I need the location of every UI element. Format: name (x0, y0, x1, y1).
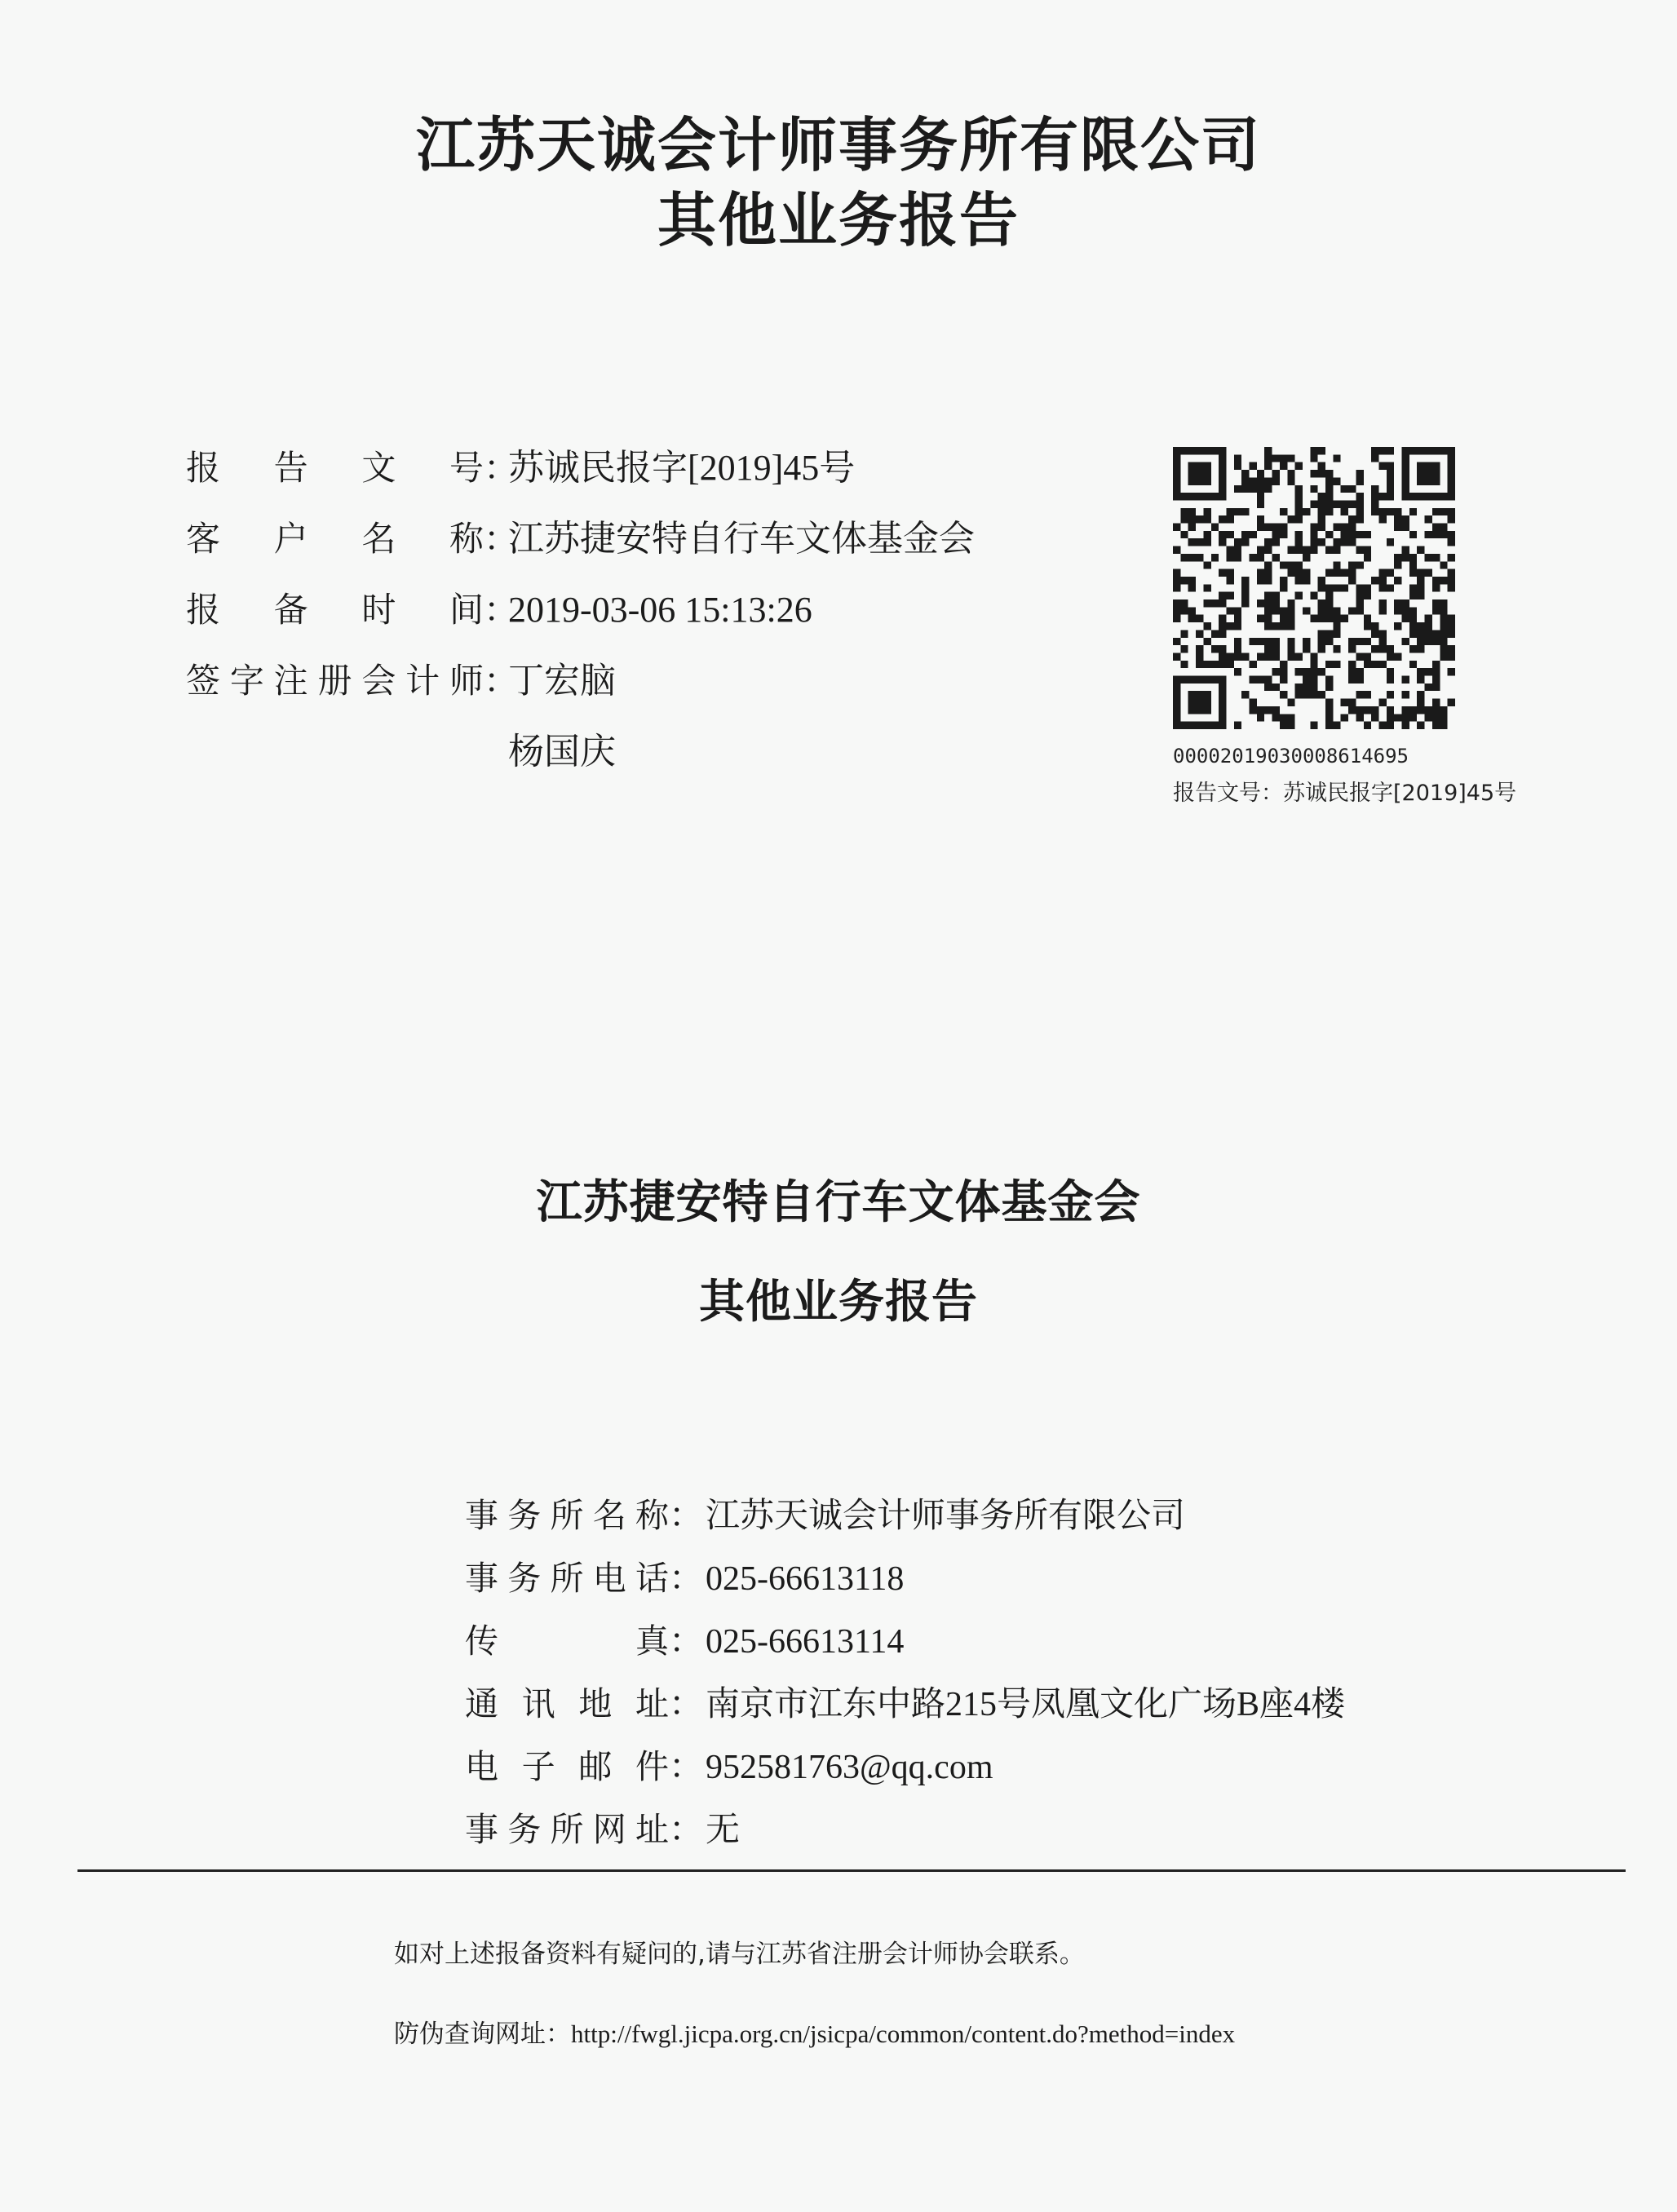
firm-phone-label: 事务所电话 (465, 1559, 669, 1598)
body-report-title: 其他业务报告 (699, 1276, 978, 1329)
report-info-block (186, 432, 975, 787)
firm-phone-value: 025-66613118 (706, 1560, 905, 1598)
colon: ： (669, 1495, 704, 1535)
firm-website-label: 事务所网址 (465, 1810, 669, 1849)
firm-fax-row (465, 1610, 1345, 1673)
client-title: 江苏捷安特自行车文体基金会 (536, 1176, 1141, 1229)
firm-info-block (465, 1484, 1345, 1861)
firm-email-label: 电子邮件 (465, 1747, 669, 1786)
cpa-1-name: 丁宏脑 (508, 661, 616, 701)
firm-email-value: 952581763@qq.com (706, 1749, 993, 1786)
doc-no-value: 苏诚民报字[2019]45号 (508, 448, 856, 488)
firm-address-value: 南京市江东中路215号凤凰文化广场B座4楼 (706, 1686, 1346, 1723)
firm-name-row (465, 1484, 1345, 1547)
doc-no-label: 报告文号 (186, 448, 484, 488)
colon: ： (669, 1621, 704, 1661)
cpa-label: 签字注册会计师 (186, 661, 484, 701)
firm-fax-value: 025-66613114 (706, 1623, 905, 1661)
filing-time-row (186, 574, 975, 645)
firm-website-row (465, 1798, 1345, 1861)
colon: ： (484, 590, 519, 630)
firm-phone-row (465, 1547, 1345, 1610)
verify-line (394, 2013, 1235, 2050)
doc-no-row (186, 432, 975, 503)
firm-email-row (465, 1736, 1345, 1798)
footer-divider (77, 1869, 1626, 1872)
firm-title: 江苏天诚会计师事务所有限公司 (415, 111, 1261, 179)
report-type-title: 其他业务报告 (657, 186, 1020, 254)
firm-address-label: 通讯地址 (465, 1684, 669, 1723)
qr-doc-ref: 报告文号：苏诚民报字[2019]45号 (1173, 781, 1517, 806)
verify-label: 防伪查询网址： (394, 2020, 571, 2049)
qr-code-number: 0000201903000861469​5 (1173, 745, 1409, 768)
cpa-2-name: 杨国庆 (508, 732, 616, 772)
colon: ： (669, 1683, 704, 1723)
firm-website-value: 无 (706, 1812, 741, 1849)
colon: ： (484, 661, 519, 701)
filing-time-label: 报备时间 (186, 590, 484, 630)
firm-name-label: 事务所名称 (465, 1496, 669, 1535)
client-value: 江苏捷安特自行车文体基金会 (508, 519, 975, 559)
colon: ： (669, 1809, 704, 1849)
contact-note: 如对上述报备资料有疑问的,请与江苏省注册会计师协会联系。 (394, 1940, 1085, 1969)
firm-fax-label: 传真 (465, 1621, 669, 1661)
firm-address-row (465, 1673, 1345, 1736)
firm-name-value: 江苏天诚会计师事务所有限公司 (706, 1498, 1186, 1535)
colon: ： (484, 519, 519, 559)
colon: ： (669, 1558, 704, 1598)
cpa-2-row (186, 716, 975, 787)
cpa-row (186, 645, 975, 716)
client-row (186, 503, 975, 574)
client-label: 客户名称 (186, 519, 484, 559)
qr-code-icon (1173, 447, 1455, 729)
filing-time-value: 2019-03-06 15:13:26 (508, 590, 812, 630)
verify-url[interactable]: http://fwgl.jicpa.org.cn/jsicpa/common/content.do?method=index (571, 2020, 1236, 2048)
colon: ： (669, 1746, 704, 1786)
colon: ： (484, 448, 519, 488)
